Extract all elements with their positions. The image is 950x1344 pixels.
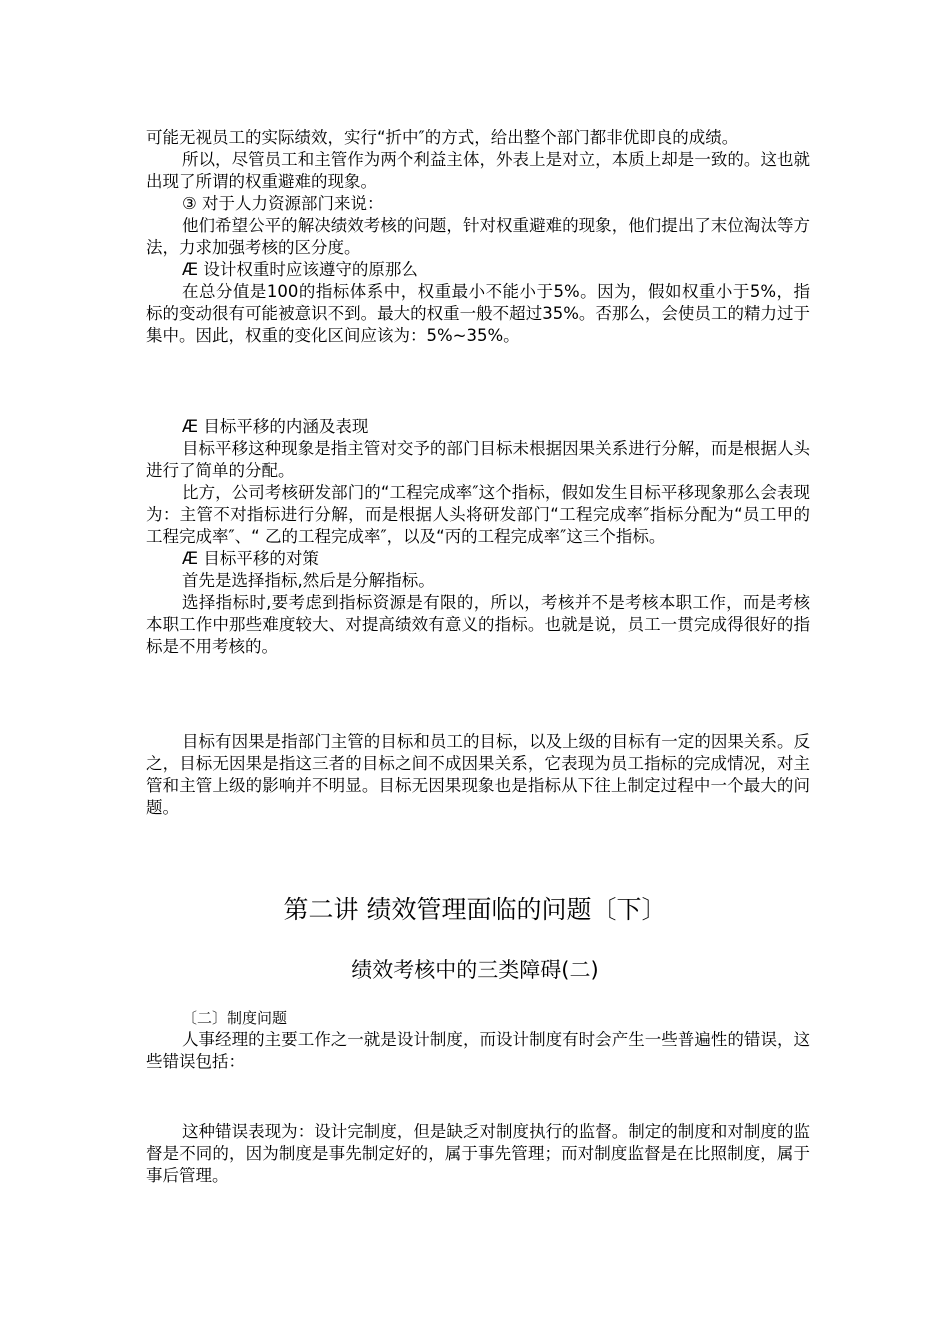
paragraph: Æ 设计权重时应该遵守的原那么 [182, 260, 418, 279]
paragraph: 目标有因果是指部门主管的目标和员工的目标，以及上级的目标有一定的因果关系。反之，目标无因果是指这三者的目标之间不成因果关系，它表现为员工指标的完成情况，对主管和主管上级的影响并不明显。目标无因果现象也是指标从下往上制定过程中一个最大的问题。 [146, 732, 810, 817]
paragraph: 人事经理的主要工作之一就是设计制度，而设计制度有时会产生一些普遍性的错误，这些错误包括： [146, 1030, 810, 1071]
page-title: 第二讲 绩效管理面临的问题〔下〕 [283, 895, 667, 924]
paragraph: Æ 目标平移的对策 [182, 549, 319, 568]
paragraph: 他们希望公平的解决绩效考核的问题，针对权重避难的现象，他们提出了末位淘汰等方法，力求加强考核的区分度。 [146, 216, 810, 257]
paragraph: 选择指标时,要考虑到指标资源是有限的，所以，考核并不是考核本职工作，而是考核本职工作中那些难度较大、对提高绩效有意义的指标。也就是说，员工一贯完成得很好的指标是不用考核的。 [146, 593, 810, 656]
text-block-causality [146, 731, 810, 819]
text-block-system [146, 1007, 810, 1073]
paragraph: ③ 对于人力资源部门来说： [182, 194, 384, 213]
text-block-weight [146, 127, 810, 347]
paragraph: 比方，公司考核研发部门的“工程完成率″这个指标，假如发生目标平移现象那么会表现为：主管不对指标进行分解，而是根据人头将研发部门“工程完成率″指标分配为“员工甲的工程完成率″、“ 乙的工程完成率″，以及“丙的工程完成率″这三个指标。 [146, 483, 810, 546]
paragraph: 首先是选择指标,然后是分解指标。 [182, 571, 435, 590]
paragraph: 这种错误表现为：设计完制度，但是缺乏对制度执行的监督。制定的制度和对制度的监督是不同的，因为制度是事先制定好的，属于事先管理；而对制度监督是在比照制度，属于事后管理。 [146, 1122, 810, 1185]
section-heading: 〔二〕制度问题 [182, 1009, 288, 1027]
paragraph: 所以，尽管员工和主管作为两个利益主体，外表上是对立，本质上却是一致的。这也就出现了所谓的权重避难的现象。 [146, 150, 810, 191]
paragraph: 可能无视员工的实际绩效，实行“折中″的方式，给出整个部门都非优即良的成绩。 [146, 128, 739, 147]
text-block-target-shift [146, 416, 810, 658]
paragraph: Æ 目标平移的内涵及表现 [182, 417, 369, 436]
text-block-supervision [146, 1121, 810, 1187]
page-subtitle: 绩效考核中的三类障碍(二) [351, 958, 599, 982]
paragraph: 在总分值是100的指标体系中，权重最小不能小于5%。因为，假如权重小于5%，指标的变动很有可能被意识不到。最大的权重一般不超过35%。否那么，会使员工的精力过于集中。因此，权重的变化区间应该为：5%~35%。 [146, 282, 810, 345]
paragraph: 目标平移这种现象是指主管对交予的部门目标未根据因果关系进行分解，而是根据人头进行了简单的分配。 [146, 439, 810, 480]
